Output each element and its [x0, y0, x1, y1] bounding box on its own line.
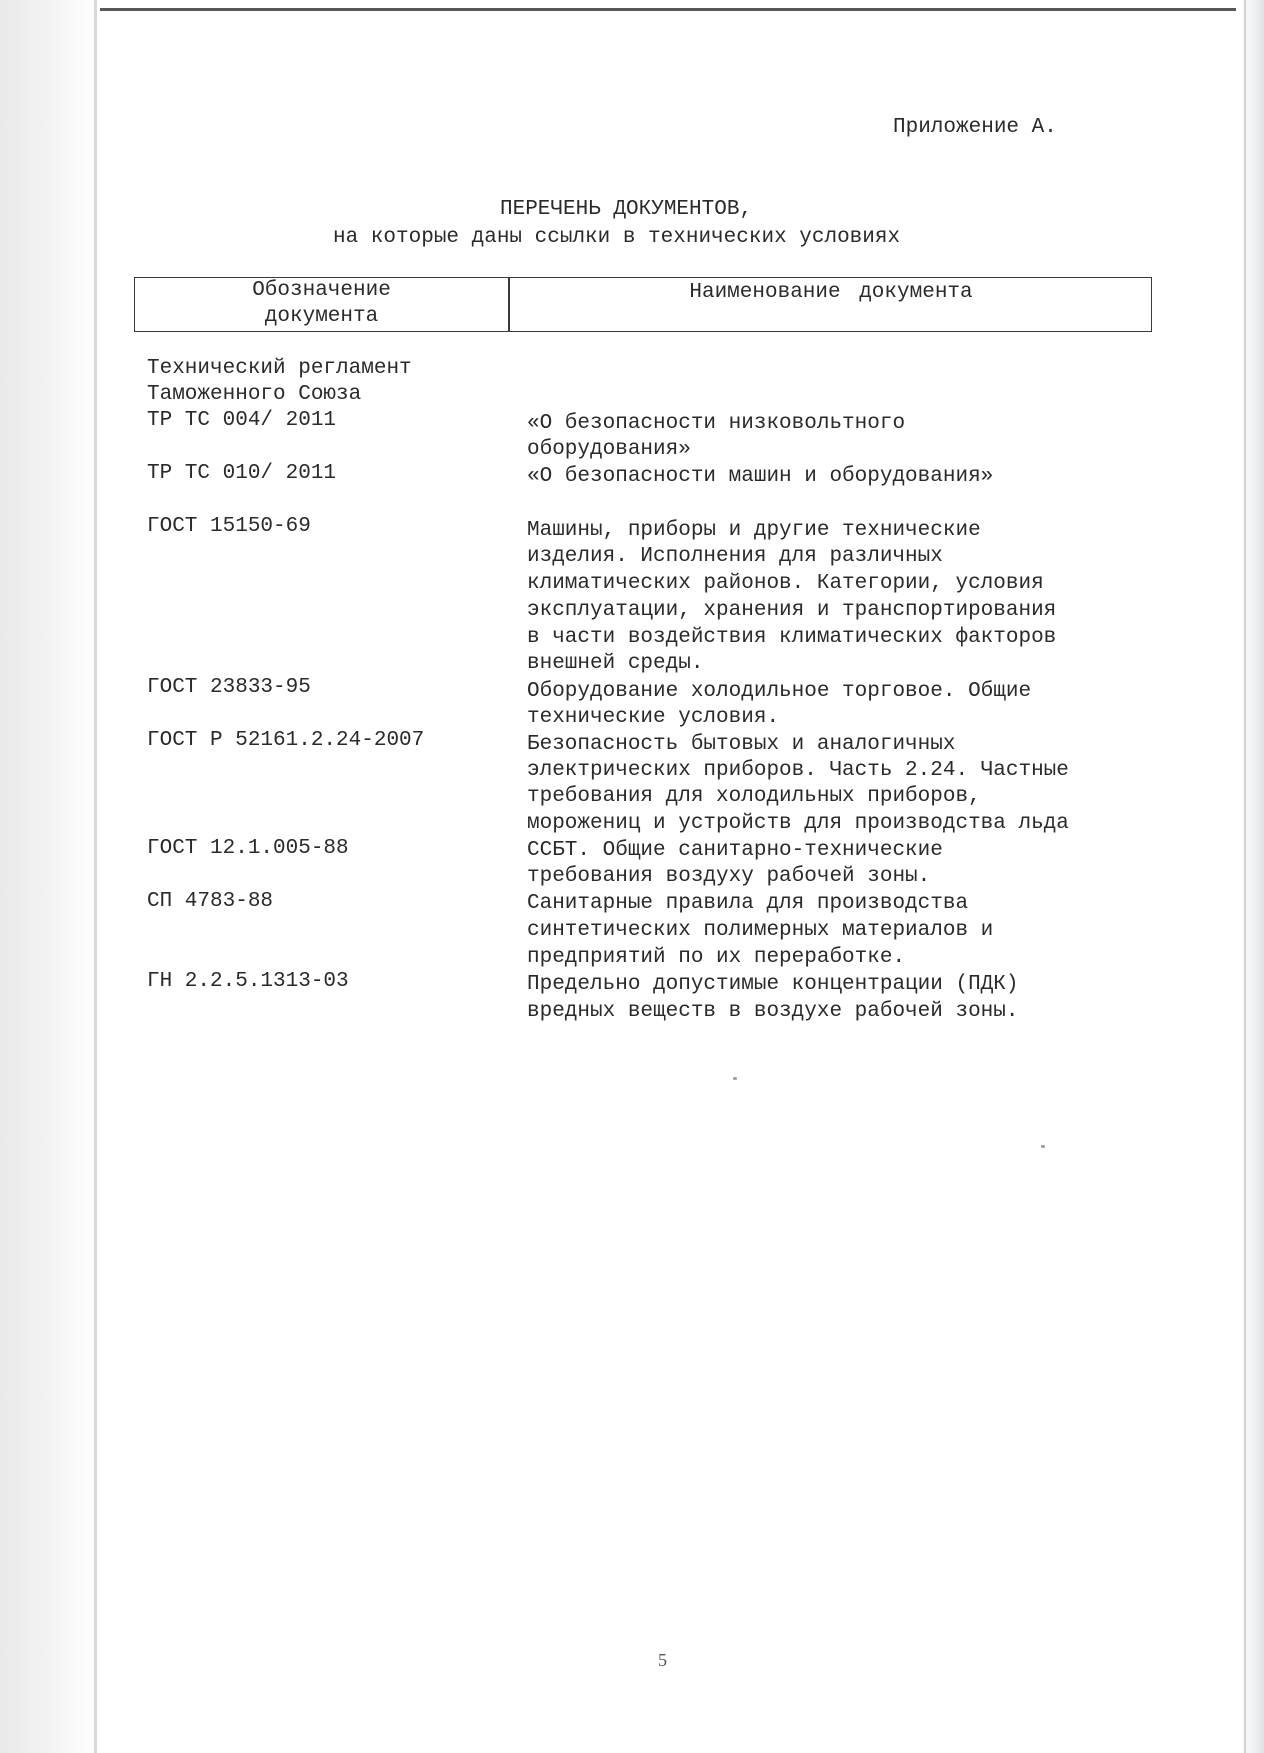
appendix-label: Приложение А. [893, 116, 1057, 139]
row-name-line: синтетических полимерных материалов и [527, 919, 994, 942]
row-code: ГОСТ Р 52161.2.24-2007 [147, 729, 425, 752]
row-name-line: Санитарные правила для производства [527, 892, 969, 915]
scan-speck [733, 1077, 737, 1080]
row-name-line: внешней среды. [527, 652, 704, 675]
row-code: ГОСТ 15150-69 [147, 515, 311, 538]
row-name-line: оборудования» [527, 438, 691, 461]
row-name-line: предприятий по их переработке. [527, 946, 906, 969]
table-header [134, 277, 1152, 332]
page-number: 5 [658, 1650, 667, 1670]
row-name-line: ССБТ. Общие санитарно-технические [527, 839, 943, 862]
scan-left-shadow [0, 0, 96, 1753]
row-name-line: требования воздуху рабочей зоны. [527, 865, 931, 888]
row-name-line: эксплуатации, хранения и транспортирования [527, 599, 1057, 622]
row-name-line: технические условия. [527, 706, 780, 729]
row-name-line: Безопасность бытовых и аналогичных [527, 733, 956, 756]
document-subtitle: на которые даны ссылки в технических условиях [333, 226, 901, 249]
row-name-line: электрических приборов. Часть 2.24. Частные [527, 759, 1069, 782]
row-code: ГОСТ 23833-95 [147, 676, 311, 699]
header-designation-line2: документа [264, 305, 379, 328]
row-code: СП 4783-88 [147, 890, 274, 913]
document-title: ПЕРЕЧЕНЬ ДОКУМЕНТОВ, [500, 198, 753, 221]
header-designation [135, 278, 508, 330]
scan-speck [1041, 1145, 1045, 1148]
row-name-line: «О безопасности машин и оборудования» [527, 465, 994, 488]
row-name-line: морожениц и устройств для производства льда [527, 812, 1069, 835]
row-name-line: «О безопасности низковольтного [527, 412, 906, 435]
row-name-line: Оборудование холодильное торговое. Общие [527, 680, 1032, 703]
scan-binding-edge [94, 0, 97, 1753]
row-code: ТР ТС 010/ 2011 [147, 462, 337, 485]
row-name-line: изделия. Исполнения для различных [527, 545, 943, 568]
row-code: ТР ТС 004/ 2011 [147, 409, 337, 432]
scan-top-edge [100, 8, 1236, 11]
row-name-line: Предельно допустимые концентрации (ПДК) [527, 973, 1019, 996]
row-name-line: вредных веществ в воздухе рабочей зоны. [527, 1000, 1019, 1023]
intro-line-1: Технический регламент [147, 357, 412, 380]
row-code: ГН 2.2.5.1313-03 [147, 970, 349, 993]
header-designation-line1: Обозначение [252, 279, 391, 302]
row-name-line: в части воздействия климатических факторов [527, 626, 1057, 649]
row-code: ГОСТ 12.1.005-88 [147, 837, 349, 860]
intro-line-2: Таможенного Союза [147, 383, 362, 406]
header-name: Наименование документа [689, 281, 973, 304]
row-name-line: требования для холодильных приборов, [527, 785, 981, 808]
scan-right-edge [1244, 0, 1246, 1753]
row-name-line: Машины, приборы и другие технические [527, 519, 981, 542]
row-name-line: климатических районов. Категории, условия [527, 572, 1044, 595]
